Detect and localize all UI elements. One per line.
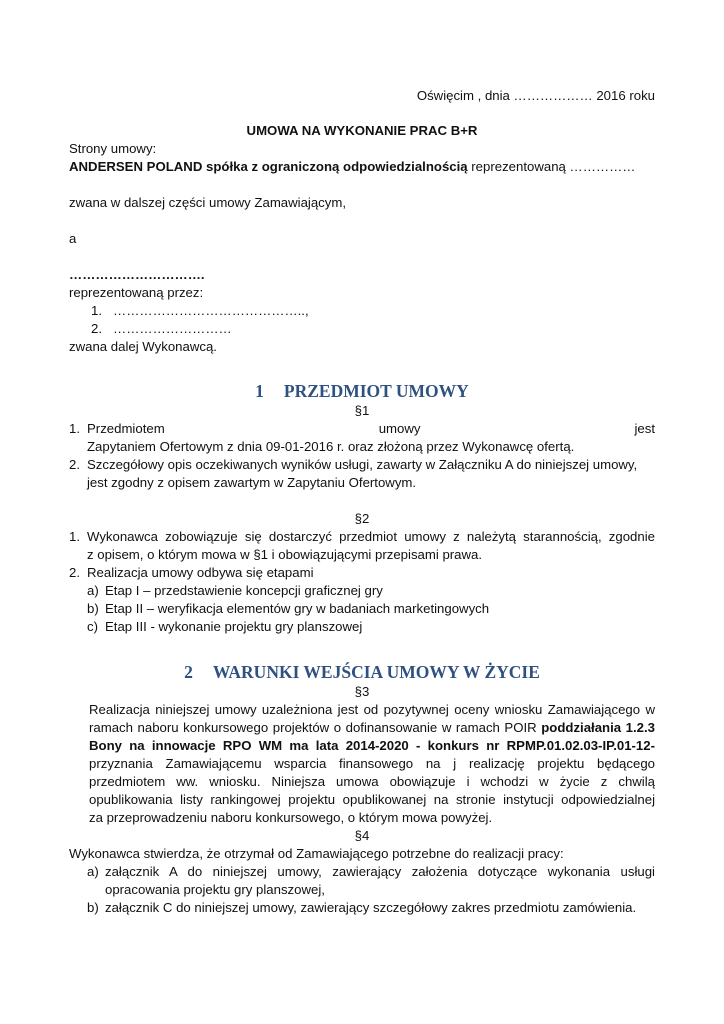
contract-title: UMOWA NA WYKONANIE PRAC B+R <box>246 123 478 138</box>
called-ordering: zwana w dalszej części umowy Zamawiającym, <box>69 195 347 210</box>
paragraph-3-line: przedmiotem ww. wniosku. Niniejsza umowa obowiązuje i wchodzi w życie z chwilą <box>89 774 655 789</box>
paragraph-3-line: ramach naboru konkursowego projektów o dofinansowanie w ramach POIR poddziałania 1.2.3 <box>89 720 655 735</box>
section-1-heading: 1 PRZEDMIOT UMOWY <box>255 381 469 401</box>
called-contractor: zwana dalej Wykonawcą. <box>69 339 217 354</box>
rep-item: 2. ……………………… <box>91 321 232 336</box>
list-item-cont: jest zgodny z opisem zawartym w Zapytaniu Ofertowym. <box>87 475 417 490</box>
attachment-item-cont: opracowania projektu gry planszowej, <box>105 882 325 897</box>
paragraph-4-mark: §4 <box>354 828 370 843</box>
paragraph-3-line: opublikowania listy rankingowej projektu opublikowanej na stronie instytucji odpowiedzialnej <box>89 792 655 807</box>
company-name: ANDERSEN POLAND spółka z ograniczoną odpowiedzialnością <box>69 159 468 174</box>
company-line <box>69 158 655 176</box>
rep-item: 1. …………………………………….., <box>91 303 309 318</box>
and-word: a <box>69 231 77 246</box>
paragraph-2-mark: §2 <box>354 511 370 526</box>
place-date: Oświęcim , dnia ……………… 2016 roku <box>416 88 655 103</box>
section-2-heading: 2 WARUNKI WEJŚCIA UMOWY W ŻYCIE <box>184 662 540 682</box>
paragraph-1-mark: §1 <box>354 403 370 418</box>
contractor-blank: …………………………. <box>69 267 205 282</box>
paragraph-4-intro: Wykonawca stwierdza, że otrzymał od Zamawiającego potrzebne do realizacji pracy: <box>69 846 564 861</box>
company-represented: reprezentowaną …………… <box>467 159 636 174</box>
paragraph-3-mark: §3 <box>354 684 370 699</box>
parties-label: Strony umowy: <box>69 141 157 156</box>
list-item-cont: z opisem, o którym mowa w §1 i obowiązującymi przepisami prawa. <box>87 547 483 562</box>
paragraph-3-line: Realizacja niniejszej umowy uzależniona jest od pozytywnej oceny wniosku Zamawiającego w <box>89 702 655 717</box>
paragraph-3-line: za przeprowadzeniu naboru konkursowego, o którym mowa powyżej. <box>89 810 493 825</box>
list-item-cont: Zapytaniem Ofertowym z dnia 09-01-2016 r. oraz złożoną przez Wykonawcę ofertą. <box>87 439 575 454</box>
represented-by: reprezentowaną przez: <box>69 285 204 300</box>
paragraph-3-line: Bony na innowacje RPO WM ma lata 2014-2020 - konkurs nr RPMP.01.02.03-IP.01-12- <box>89 738 655 753</box>
paragraph-3-line: przyznania Zamawiającemu wsparcia finansowego na j realizację projektu będącego <box>89 756 655 771</box>
